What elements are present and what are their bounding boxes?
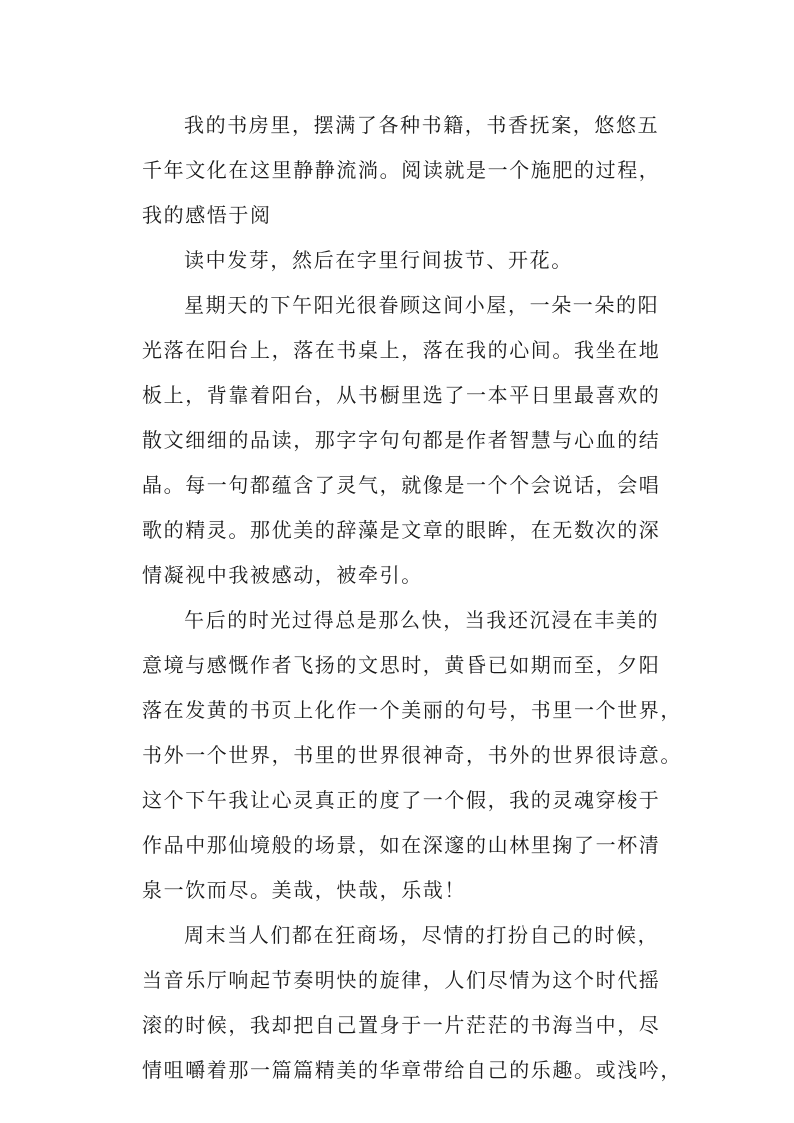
text-line: 我的感悟于阅 [142, 203, 272, 227]
text-line: 午后的时光过得总是那么快，当我还沉浸在丰美的 [184, 608, 660, 632]
text-line: 歌的精灵。那优美的辞藻是文章的眼眸，在无数次的深 [142, 518, 661, 542]
text-line: 千年文化在这里静静流淌。阅读就是一个施肥的过程， [142, 158, 661, 182]
text-line: 周末当人们都在狂商场，尽情的打扮自己的时候， [184, 923, 660, 947]
text-line: 晶。每一句都蕴含了灵气，就像是一个个会说话，会唱 [142, 473, 661, 497]
text-line: 泉一饮而尽。美哉，快哉，乐哉！ [142, 878, 466, 902]
text-line: 情咀嚼着那一篇篇精美的华章带给自己的乐趣。或浅吟， [142, 1058, 682, 1082]
text-line: 这个下午我让心灵真正的度了一个假，我的灵魂穿梭于 [142, 788, 661, 812]
text-line: 散文细细的品读，那字字句句都是作者智慧与心血的结 [142, 428, 661, 452]
text-line: 光落在阳台上，落在书桌上，落在我的心间。我坐在地 [142, 338, 661, 362]
text-line: 情凝视中我被感动，被牵引。 [142, 563, 423, 587]
text-line: 我的书房里，摆满了各种书籍，书香抚案，悠悠五 [184, 113, 660, 137]
text-line: 落在发黄的书页上化作一个美丽的句号，书里一个世界， [142, 698, 682, 722]
text-line: 读中发芽，然后在字里行间拔节、开花。 [184, 248, 573, 272]
text-line: 星期天的下午阳光很眷顾这间小屋，一朵一朵的阳 [184, 293, 660, 317]
text-line: 当音乐厅响起节奏明快的旋律，人们尽情为这个时代摇 [142, 968, 661, 992]
document-body [142, 103, 682, 1093]
text-line: 滚的时候，我却把自己置身于一片茫茫的书海当中，尽 [142, 1013, 661, 1037]
text-line: 书外一个世界，书里的世界很神奇，书外的世界很诗意。 [142, 743, 682, 767]
text-line: 意境与感慨作者飞扬的文思时，黄昏已如期而至，夕阳 [142, 653, 661, 677]
text-line: 作品中那仙境般的场景，如在深邃的山林里掬了一杯清 [142, 833, 661, 857]
text-line: 板上，背靠着阳台，从书橱里选了一本平日里最喜欢的 [142, 383, 661, 407]
